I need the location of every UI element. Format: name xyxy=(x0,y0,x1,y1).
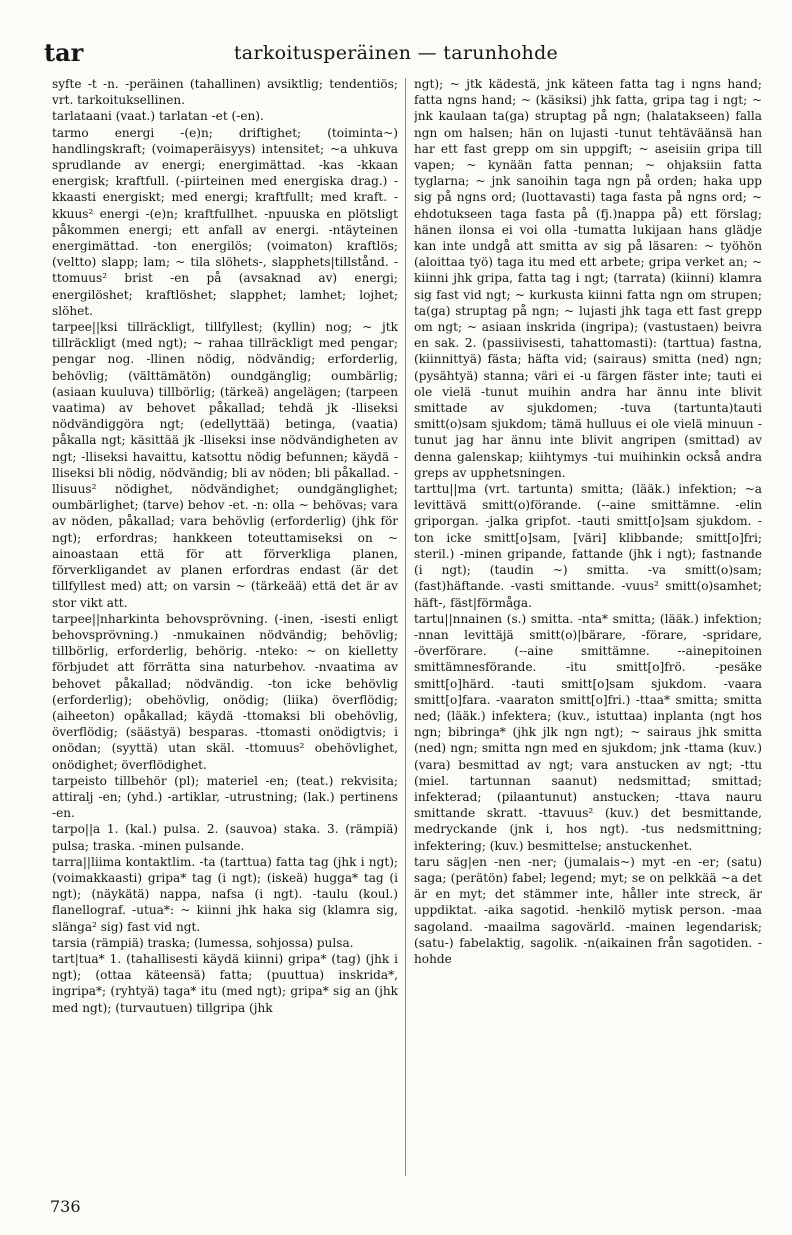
entry: tarpeisto tillbehör (pl); materiel -en; (teat.) rekvisita; attiralj -en; (yhd.) -artiklar, -utrustning; (lak.) pertinens -en. xyxy=(52,773,398,821)
entry: tartu||nnainen (s.) smitta. -nta* smitta; (lääk.) infektion; -nnan levittäjä smitt(o)|bärare, -förare, -spridare, -överförare. (--aine smittämne. --ainepitoinen smittämnesförande. -itu smitt[o]frö. -pesäke smitt[o]härd. -tauti smitt[o]sam sjukdom. -vaara smitt[o]fara. -vaaraton smitt[o]fri.) -ttaa* smitta; smitta ned; (lääk.) infektera; (kuv., istuttaa) inplanta (ngt hos ngn; bibringa* (jhk jlk ngn ngt); ~ sairaus jhk smitta (ned) ngn; smitta ngn med en sjukdom; jnk -ttama (kuv.) (vara) besmittad av ngt; vara anstucken av ngt; -ttu (miel. tartunnan saanut) nedsmittad; smittad; infekterad; (pilaantunut) anstucken; -ttava nauru smittande skratt. -ttavuus² (kuv.) det besmittande, medryckande (jnk i, hos ngt). -tus nedsmittning; infektering; (kuv.) besmittelse; anstuckenhet. xyxy=(414,611,762,853)
entry: syfte -t -n. -peräinen (tahallinen) avsiktlig; tendentiös; vrt. tarkoituksellinen. xyxy=(52,77,398,108)
page-number: 736 xyxy=(50,1197,81,1216)
entry: tarpee||nharkinta behovsprövning. (-inen, -isesti enligt behovsprövning.) -nmukainen nödvändig; behövlig; tillbörlig, erforderlig, behörig. -nteko: ~ on kielletty förbjudet att förrätta sina naturbehov. -nvaatima av behovet påkallad; nödvändig. -ton icke behövlig (erforderlig); obehövlig, onödig; (liika) överflödig; (aiheeton) opåkallad; käydä -ttomaksi bli obehövlig, överflödig; (säästyä) besparas. -ttomasti onödigtvis; i onödan; (syyttä) utan skäl. -ttomuus² obehövlighet, onödighet; överflödighet. xyxy=(52,611,398,772)
entry: tarpo||a 1. (kal.) pulsa. 2. (sauvoa) staka. 3. (rämpiä) pulsa; traska. -minen pulsande. xyxy=(52,822,398,853)
entry: tarra||liima kontaktlim. -ta (tarttua) fatta tag (jhk i ngt); (voimakkaasti) gripa* tag (i ngt); (iskeä) hugga* tag (i ngt); (näykätä) nappa, nafsa (i ngt). -taulu (koul.) flanellograf. -utua*: ~ kiinni jhk haka sig (klamra sig, slänga² sig) fast vid ngt. xyxy=(52,854,398,934)
entry: tarsia (rämpiä) traska; (lumessa, sohjossa) pulsa. xyxy=(52,935,354,950)
entry: tarmo energi -(e)n; driftighet; (toiminta~) handlingskraft; (voimaperäisyys) intensitet; ~a uhkuva sprudlande av energi; energimättad. -kas -kkaan energisk; kraftfull. (-piirteinen med energiska drag.) -kkaasti energiskt; med energi; kraftfullt; med kraft. -kkuus² energi -(e)n; kraftfullhet. -npuuska en plötsligt påkommen energi; ett anfall av energi. -ntäyteinen energimättad. -ton energilös; (voimaton) kraftlös; (veltto) slapp; lam; ~ tila slöhets-, slapphets|tillstånd. -ttomuus² brist -en på (avsaknad av) energi; energilöshet; kraftlöshet; slapphet; lamhet; lojhet; slöhet. xyxy=(52,125,398,318)
right-column xyxy=(414,76,762,1176)
column-divider xyxy=(405,78,406,1176)
header-guide-mark: tar xyxy=(44,38,84,67)
entry: tarpee||ksi tillräckligt, tillfyllest; (kyllin) nog; ~ jtk tillräckligt (med ngt); ~ rahaa tillräckligt med pengar; pengar nog. -llinen nödig, nödvändig; erforderlig, behövlig; (välttämätön) oundgänglig; oumbärlig; (asiaan kuuluva) tillbörlig; (tärkeä) angelägen; (tarpeen vaatima) av behovet påkallad; tehdä jk -lliseksi nödvändiggöra ngt; (edellyttää) betinga, (vaatia) påkalla ngt; käsittää jk -lliseksi inse nödvändigheten av ngt; -lliseksi havaittu, katsottu nödig befunnen; käydä -lliseksi bli nödig, nödvändig; bli av nöden; bli påkallad. -llisuus² nödighet, nödvändighet; oundgänglighet; oumbärlighet; (tarve) behov -et. -n: olla ~ behövas; vara av nöden, påkallad; vara behövlig (erforderlig) (jhk för ngt); erfordras; hankkeen toteuttamiseksi on ~ ainoastaan että för att förverkliga planen, förverkligandet av planen erfordras endast (är det tillfyllest med) att; on varsin ~ (tärkeää) että det är av stor vikt att. xyxy=(52,320,398,610)
entry: tarttu||ma (vrt. tartunta) smitta; (lääk.) infektion; ~a levittävä smitt(o)förande. (--aine smittämne. -elin griporgan. -jalka gripfot. -tauti smitt[o]sam sjukdom. -ton icke smitt[o]sam, [väri] klibbande; smitt[o]fri; steril.) -minen gripande, fattande (jhk i ngt); fastnande (i ngt); (taudin ~) smitta. -va smitt(o)sam; (fast)häftande. -vasti smittande. -vuus² smitt(o)samhet; häft-, fäst|förmåga. xyxy=(414,482,762,610)
running-head: tarkoitusperäinen — tarunhohde xyxy=(233,42,559,64)
entry: tart|tua* 1. (tahallisesti käydä kiinni) gripa* (tag) (jhk i ngt); (ottaa käteensä) fatta; (puuttua) inskrida*, ingripa*; (ryhtyä) taga* itu (med ngt); gripa* sig an (jhk med ngt); (turvautuen) tillgripa (jhk xyxy=(52,951,398,1015)
left-column xyxy=(52,76,398,1176)
entry: tarlataani (vaat.) tarlatan -et (-en). xyxy=(52,109,264,124)
entry: ngt); ~ jtk kädestä, jnk käteen fatta tag i ngns hand; fatta ngns hand; ~ (käsiksi) jhk fatta, gripa tag i ngt; ~ jnk kaulaan ta(ga) struptag på ngn; (halatakseen) falla ngn om halsen; hän on lujasti -tunut tehtäväänsä han har ett fast grepp om sin uppgift; ~ aseisiin gripa till vapen; ~ kynään fatta pennan; ~ ohjaksiin fatta tyglarna; ~ jnk sanoihin taga ngn på orden; haka upp sig på ngns ord; (luottavasti) taga fasta på ngns ord; ~ ehdotukseen taga fasta på (fj.)nappa på) ett förslag; hänen ilonsa ei voi olla -tumatta lukijaan hans glädje kan inte undgå att smitta av sig på läsaren: ~ työhön (aloittaa työ) taga itu med ett arbete; gripa verket an; ~ kiinni jhk gripa, fatta tag i ngt; (tarrata) (kiinni) klamra sig fast vid ngt; ~ kurkusta kiinni fatta ngn om strupen; ta(ga) struptag på ngn; ~ lujasti jhk taga ett fast grepp om ngt; ~ asiaan inskrida (ingripa); (vastustaen) beivra en sak. 2. (passiivisesti, tahattomasti): (tarttua) fastna, (kiinnittyä) fästa; häfta vid; (sairaus) smitta (ned) ngn; (pysähtyä) stanna; väri ei -u färgen fäster inte; tauti ei ole vielä -tunut muihin andra har ännu inte blivit smittade av sjukdomen; -tuva (tartunta)tauti smitt(o)sam sjukdom; tämä hulluus ei ole vielä minuun -tunut jag har ännu inte blivit angripen (smittad) av denna galenskap; kiihtymys -tui muihinkin också andra greps av upphetsningen. xyxy=(414,77,762,480)
entry: taru säg|en -nen -ner; (jumalais~) myt -en -er; (satu) saga; (perätön) fabel; legend; myt; se on pelkkää ~a det är en myt; det stämmer inte, håller inte streck, är uppdiktat. -aika sagotid. -henkilö mytisk person. -maa sagoland. -maailma sagovärld. -mainen legendarisk; (satu-) fabelaktig, sagolik. -n(aikainen från sagotiden. -hohde xyxy=(414,854,762,966)
